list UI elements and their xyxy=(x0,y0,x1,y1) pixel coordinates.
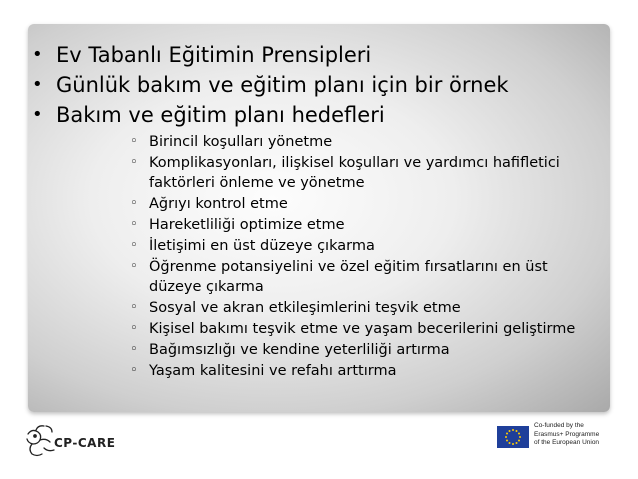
sub-bullet-icon: ◦ xyxy=(130,363,138,378)
bullet-icon: • xyxy=(32,44,43,65)
sub-bullet-icon: ◦ xyxy=(130,300,138,315)
sub-bullet-text: Birincil koşulları yönetme xyxy=(149,134,333,150)
sub-bullet-icon: ◦ xyxy=(130,321,138,336)
bullet-text: Bakım ve eğitim planı hedefleri xyxy=(56,103,385,127)
sub-bullet-item xyxy=(56,236,600,256)
bullet-text: Günlük bakım ve eğitim planı için bir örnek xyxy=(56,73,509,97)
sub-bullet-icon: ◦ xyxy=(130,196,138,211)
sub-bullet-icon: ◦ xyxy=(130,238,138,253)
sub-bullet-text: Hareketliliği optimize etme xyxy=(149,217,345,233)
sub-bullet-icon: ◦ xyxy=(130,155,138,170)
sub-bullet-text: Sosyal ve akran etkileşimlerini teşvik etme xyxy=(149,300,461,316)
sub-bullet-text: Komplikasyonları, ilişkisel koşulları ve yardımcı hafifletici faktörleri önleme ve yönetme xyxy=(149,155,560,191)
sub-bullet-item xyxy=(56,361,600,381)
sub-bullet-item xyxy=(56,257,600,297)
sub-bullet-list xyxy=(56,132,600,381)
eu-text-line: of the European Union xyxy=(534,439,600,446)
sub-bullet-item xyxy=(56,215,600,235)
bullet-item xyxy=(30,70,600,100)
sub-bullet-text: İletişimi en üst düzeye çıkarma xyxy=(149,238,375,254)
bullet-item xyxy=(30,40,600,70)
bullet-item xyxy=(30,100,600,381)
sub-bullet-icon: ◦ xyxy=(130,342,138,357)
sub-bullet-text: Bağımsızlığı ve kendine yeterliliği artırma xyxy=(149,342,450,358)
sub-bullet-text: Ağrıyı kontrol etme xyxy=(149,196,288,212)
sub-bullet-item xyxy=(56,194,600,214)
eu-funding-text xyxy=(534,422,630,448)
sub-bullet-text: Öğrenme potansiyelini ve özel eğitim fırsatlarını en üst düzeye çıkarma xyxy=(149,259,548,295)
cp-care-logo-text: CP-CARE xyxy=(54,436,116,450)
eu-flag-icon xyxy=(497,426,529,448)
sub-bullet-item xyxy=(56,298,600,318)
bullet-list xyxy=(30,40,600,381)
eu-text-line: Erasmus+ Programme xyxy=(534,430,600,438)
sub-bullet-item xyxy=(56,319,600,339)
sub-bullet-item xyxy=(56,132,600,152)
sub-bullet-icon: ◦ xyxy=(130,134,138,149)
slide-content xyxy=(30,40,600,382)
sub-bullet-item xyxy=(56,153,600,193)
sub-bullet-icon: ◦ xyxy=(130,217,138,232)
bullet-text: Ev Tabanlı Eğitimin Prensipleri xyxy=(56,43,372,67)
eu-stars-icon xyxy=(497,426,529,448)
sub-bullet-icon: ◦ xyxy=(130,259,138,274)
sub-bullet-text: Kişisel bakımı teşvik etme ve yaşam becerilerini geliştirme xyxy=(149,321,576,337)
sub-bullet-item xyxy=(56,340,600,360)
eu-text-line: Co-funded by the xyxy=(534,422,584,429)
bullet-icon: • xyxy=(32,74,43,95)
sub-bullet-text: Yaşam kalitesini ve refahı arttırma xyxy=(149,363,397,379)
bullet-icon: • xyxy=(32,104,43,125)
